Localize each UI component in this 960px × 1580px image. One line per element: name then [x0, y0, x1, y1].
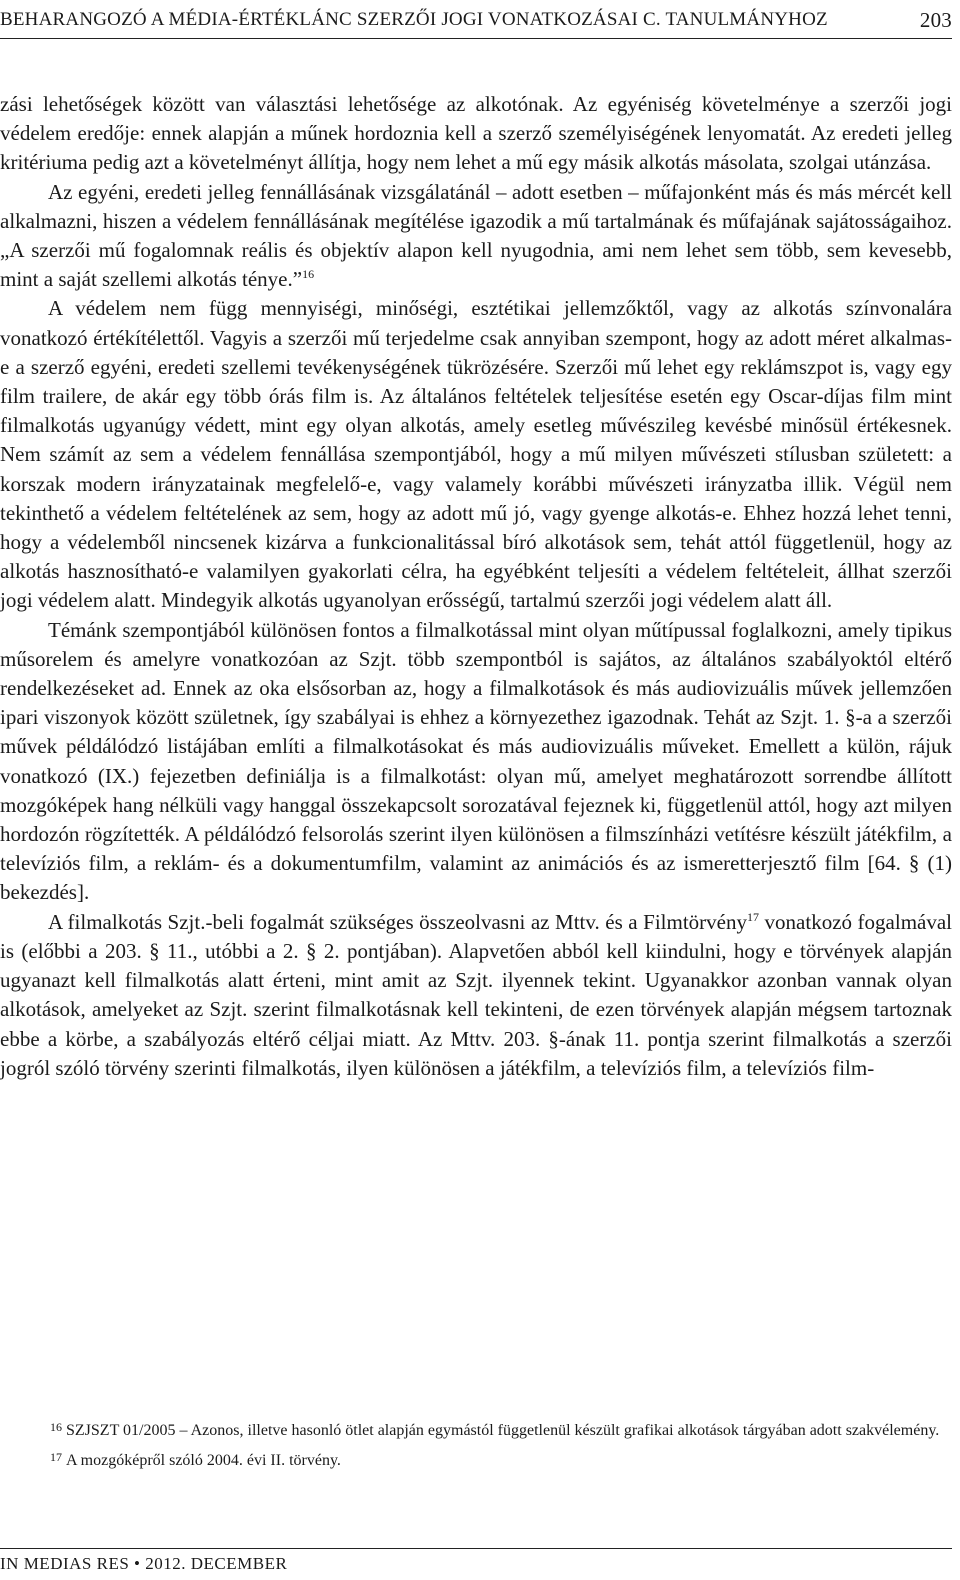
- footnote-16: [0, 1414, 952, 1444]
- header-rule: [0, 38, 952, 39]
- page-number: 203: [919, 8, 952, 32]
- footnote-number: 17: [50, 1450, 62, 1464]
- running-title: BEHARANGOZÓ A MÉDIA-ÉRTÉKLÁNC SZERZŐI JOGI VONATKOZÁSAI C. TANULMÁNYHOZ: [0, 9, 828, 30]
- footnote-ref-16[interactable]: 16: [302, 267, 315, 282]
- running-header: [0, 0, 952, 40]
- paragraph-5-text-a: A filmalkotás Szjt.-beli fogalmát szükséges összeolvasni az Mttv. és a Filmtörvény: [48, 909, 747, 934]
- paragraph-5-text-b: vonatkozó fogalmával is (előbbi a 203. § 11., utóbbi a 2. § 2. pontjában). Alapvetően abból kell kiindulni, hogy e törvények alapján ugyanazt kell filmalkotás alatt érteni, mint amit az Szjt. ilyennek tekint. Ugyanakkor azonban vannak olyan alkotások, amelyeket az Szjt. szerint filmalkotásnak kell tekinteni, de ezen törvények alapján mégsem tartoznak ebbe a körbe, a szabályozás eltérő céljai miatt. Az Mttv. 203. §-ának 11. pontja szerint filmalkotás a szerzői jogról szóló törvény szerinti filmalkotás, ilyen különösen a játékfilm, a televíziós film, a televíziós film-: [0, 909, 953, 1080]
- footnote-17: [0, 1444, 952, 1474]
- footer-text: IN MEDIAS RES • 2012. DECEMBER: [0, 1554, 288, 1573]
- footnote-text: SZJSZT 01/2005 – Azonos, illetve hasonló ötlet alapján egymástól függetlenül készült grafikai alkotások tárgyában adott szakvélemény.: [66, 1422, 940, 1439]
- footer-rule: [0, 1548, 952, 1549]
- footnote-text: A mozgóképről szóló 2004. évi II. törvény.: [66, 1452, 341, 1469]
- paragraph-4: Témánk szempontjából különösen fontos a filmalkotással mint olyan műtípussal foglalkozni, amely tipikus műsorelem és amelyre vonatkozóan az Szjt. több szempontból is sajátos, az általános szabályoktól eltérő rendelkezéseket ad. Ennek az oka elsősorban az, hogy a filmalkotások és más audiovizuális művek jellemzően ipari viszonyok között születnek, így szabályai is ehhez a környezethez igazodnak. Tehát az Szjt. 1. §-a a szerzői művek példálódzó listájában említi a filmalkotásokat és más audiovizuális műveket. Emellett a külön, rájuk vonatkozó (IX.) fejezetben definiálja is a filmalkotást: olyan mű, amelyet meghatározott sorrendbe állított mozgóképek hang nélküli vagy hanggal összekapcsolt sorozatával fejeznek ki, függetlenül attól, hogy azt milyen hordozón rögzítették. A példálódzó felsorolás szerint ilyen különösen a filmszínházi vetítésre készült játékfilm, a televíziós film, a reklám- és a dokumentumfilm, valamint az animációs és az ismeretterjesztő film [64. § (1) bekezdés].: [0, 617, 952, 905]
- paragraph-2: [0, 178, 952, 295]
- footnote-number: 16: [50, 1420, 62, 1434]
- footnote-ref-17[interactable]: 17: [747, 909, 759, 924]
- paragraph-1: zási lehetőségek között van választási lehetősége az alkotónak. Az egyéniség követelménye a szerzői jogi védelem eredője: ennek alapján a műnek hordoznia kell a szerző személyiségének lenyomatát. Az eredeti jelleg kritériuma pedig azt a követelményt állítja, hogy nem lehet a mű egy másik alkotás másolata, szolgai utánzása.: [0, 92, 952, 175]
- body-text: [0, 90, 952, 1083]
- paragraph-5: [0, 908, 952, 1083]
- paragraph-3: A védelem nem függ mennyiségi, minőségi, esztétikai jellemzőktől, vagy az alkotás színvonalára vonatkozó értékítélettől. Vagyis a szerzői mű terjedelme csak annyiban szempont, hogy az adott méret alkalmas-e a szerző egyéni, eredeti szellemi tevékenységének tükrözésére. Szerzői mű lehet egy reklámszpot is, vagy egy film trailere, de akár egy több órás film is. Az általános feltételek teljesítése esetén egy Oscar-díjas film mint filmalkotás ugyanúgy védett, mint egy olyan alkotás, amely esetleg művészileg kevésbé minősül értékesnek. Nem számít az sem a védelem fennállása szempontjából, hogy a mű milyen művészeti stílusban született: a korszak modern irányzatainak megfelelő-e, vagy valamely korábbi művészeti irányzatba illik. Végül nem tekinthető a védelem feltételének az sem, hogy az adott mű jó, vagy gyenge alkotás-e. Ehhez hozzá lehet tenni, hogy a védelemből nincsenek kizárva a funkcionalitással bíró alkotások sem, tehát attól függetlenül, hogy az alkotás hasznosítható-e valamilyen gyakorlati célra, ha egyébként teljesíti a védelem feltételeit, állhat szerzői jogi védelem alatt. Mindegyik alkotás ugyanolyan erősségű, tartalmú szerzői jogi védelem alatt áll.: [0, 296, 952, 613]
- page-footer: [0, 1548, 952, 1580]
- footnotes: [0, 1414, 952, 1474]
- paragraph-2-text: Az egyéni, eredeti jelleg fennállásának vizsgálatánál – adott esetben – műfajonként más és más mércét kell alkalmazni, hiszen a védelem fennállásának megítélése igazodik a mű tartalmának és műfajának sajátosságaihoz. „A szerzői mű fogalomnak reális és objektív alapon kell nyugodnia, ami nem lehet sem több, sem kevesebb, mint a saját szellemi alkotás ténye.”: [0, 179, 952, 292]
